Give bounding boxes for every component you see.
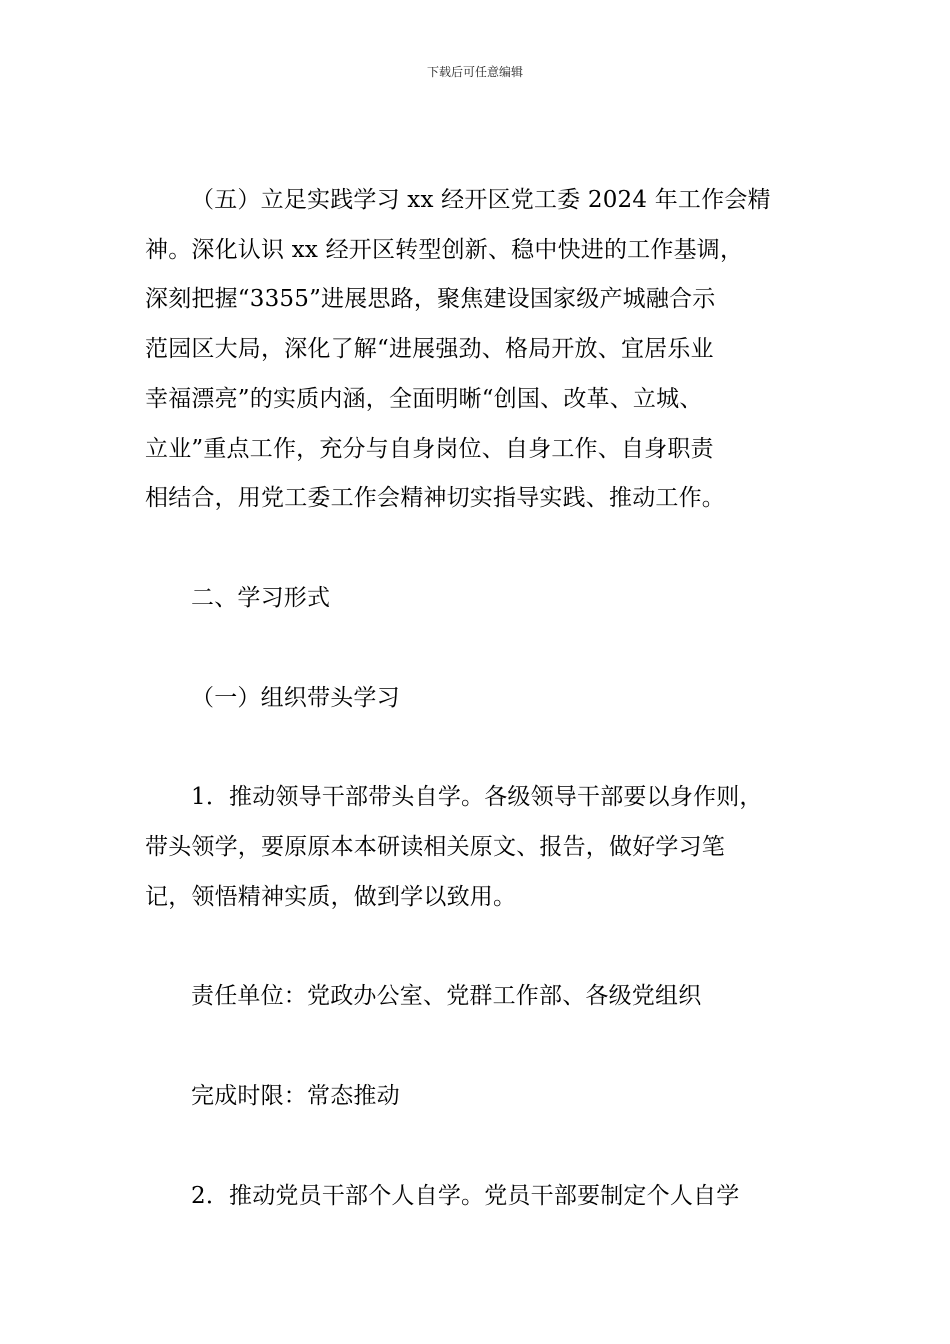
paragraph-section-five (145, 176, 810, 524)
deadline-text: 完成时限：常态推动 (191, 1083, 400, 1110)
paragraph-item-two (145, 1172, 810, 1222)
paragraph-line: 1．推动领导干部带头自学。各级领导干部要以身作则， (191, 784, 763, 811)
document-body (145, 176, 810, 1222)
paragraph-line: 带头领学，要原原本本研读相关原文、报告，做好学习笔 (145, 834, 725, 861)
responsible-unit-text: 责任单位：党政办公室、党群工作部、各级党组织 (191, 983, 702, 1010)
paragraph-line: 神。深化认识 xx 经开区转型创新、稳中快进的工作基调， (145, 236, 744, 263)
section-heading: 二、学习形式 (191, 584, 331, 611)
paragraph-line: 立业”重点工作，充分与自身岗位、自身工作、自身职责 (145, 435, 714, 462)
paragraph-line: 范园区大局，深化了解“进展强劲、格局开放、宜居乐业 (145, 336, 714, 363)
page-header-note: 下载后可任意编辑 (426, 65, 523, 79)
paragraph-line: 幸福漂亮”的实质内涵，全面明晰“创国、改革、立城、 (145, 385, 703, 412)
paragraph-line: 深刻把握“3355”进展思路，聚焦建设国家级产城融合示 (145, 286, 716, 313)
paragraph-line: 相结合，用党工委工作会精神切实指导实践、推动工作。 (145, 485, 725, 512)
paragraph-item-one (145, 773, 810, 922)
paragraph-line: （五）立足实践学习 xx 经开区党工委 2024 年工作会精 (191, 187, 771, 213)
subsection-heading: （一）组织带头学习 (191, 684, 400, 711)
paragraph-line: 记，领悟精神实质，做到学以致用。 (145, 883, 517, 910)
paragraph-line: 2．推动党员干部个人自学。党员干部要制定个人自学 (191, 1182, 740, 1209)
